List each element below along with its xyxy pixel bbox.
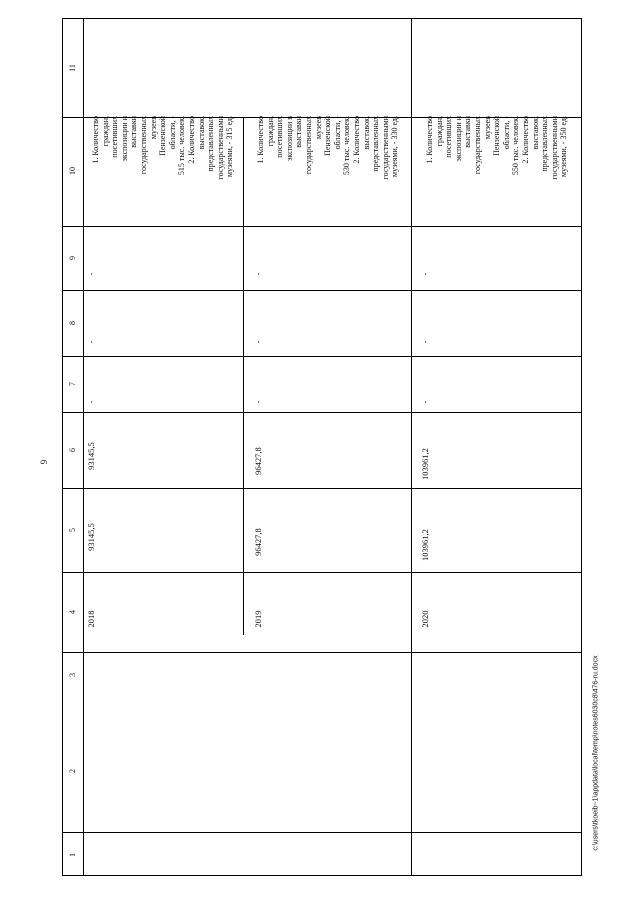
table-cell-col10: 1. Количество граждан, посетивших экспозиции и выставки государственных музеев Пензенской области, - 515 тыс. человек. 2. Количество выставок, представленных государственными музеями, - 315 ед. xyxy=(91,116,235,180)
col-header-5: 5 xyxy=(68,528,77,532)
page-number: 9 xyxy=(39,459,49,465)
table-cell-col9: - xyxy=(85,272,96,276)
col-header-2: 2 xyxy=(68,769,77,773)
col-header-10: 10 xyxy=(68,167,77,175)
col-divider xyxy=(63,652,581,653)
col-header-3: 3 xyxy=(68,673,77,677)
table-cell-year: 2019 xyxy=(252,610,263,628)
row-divider xyxy=(411,117,412,635)
col-divider xyxy=(63,488,581,489)
table-cell-col8: - xyxy=(252,340,263,344)
col-header-7: 7 xyxy=(68,382,77,386)
table-cell-col7: - xyxy=(252,400,263,404)
table-cell-col5: 93145,5 xyxy=(85,523,96,551)
table-cell-col6: 103961,2 xyxy=(419,448,430,480)
col-header-8: 8 xyxy=(68,321,77,325)
table-cell-year: 2018 xyxy=(85,610,96,628)
col-header-4: 4 xyxy=(68,610,77,614)
table-cell-col9: - xyxy=(252,272,263,276)
table-cell-year: 2020 xyxy=(419,610,430,628)
col-header-11: 11 xyxy=(68,64,77,72)
table-cell-col10: 1. Количество граждан, посетивших экспозиции и выставки государственных музеев Пензенской области, - 550 тыс. человек. 2. Количество выставок, представленных государственными музеями, - 350 ед. xyxy=(425,116,569,180)
table-cell-col8: - xyxy=(85,340,96,344)
table-cell-col10: 1. Количество граждан, посетивших экспозиции в выставки государственных музеев Пензенской области, - 530 тыс. человек. 2. Количество выставок, представленных государственными музеями, - 330 ед. xyxy=(256,116,400,180)
col-header-9: 9 xyxy=(68,256,77,260)
col-header-6: 6 xyxy=(68,448,77,452)
col-divider xyxy=(63,356,581,357)
col-divider xyxy=(63,290,581,291)
table-cell-col9: - xyxy=(419,272,430,276)
header-divider xyxy=(83,19,84,875)
table-cell-col6: 93145,5 xyxy=(85,442,96,470)
col-header-1: 1 xyxy=(68,853,77,857)
col-divider xyxy=(63,412,581,413)
rotated-table xyxy=(62,18,582,876)
table-cell-col6: 96427,8 xyxy=(252,447,263,475)
table-cell-col5: 103961,2 xyxy=(419,529,430,561)
footer-file-path: c:\users\tkoeib~1\appdata\local\temp\notes6030c8\476-ru.docx xyxy=(592,655,600,851)
table-cell-col8: - xyxy=(419,340,430,344)
table-cell-col7: - xyxy=(419,400,430,404)
col-divider xyxy=(63,832,581,833)
row-divider xyxy=(243,117,244,635)
col-divider xyxy=(63,572,581,573)
table-cell-col7: - xyxy=(85,400,96,404)
table-cell-col5: 96427,8 xyxy=(252,528,263,556)
